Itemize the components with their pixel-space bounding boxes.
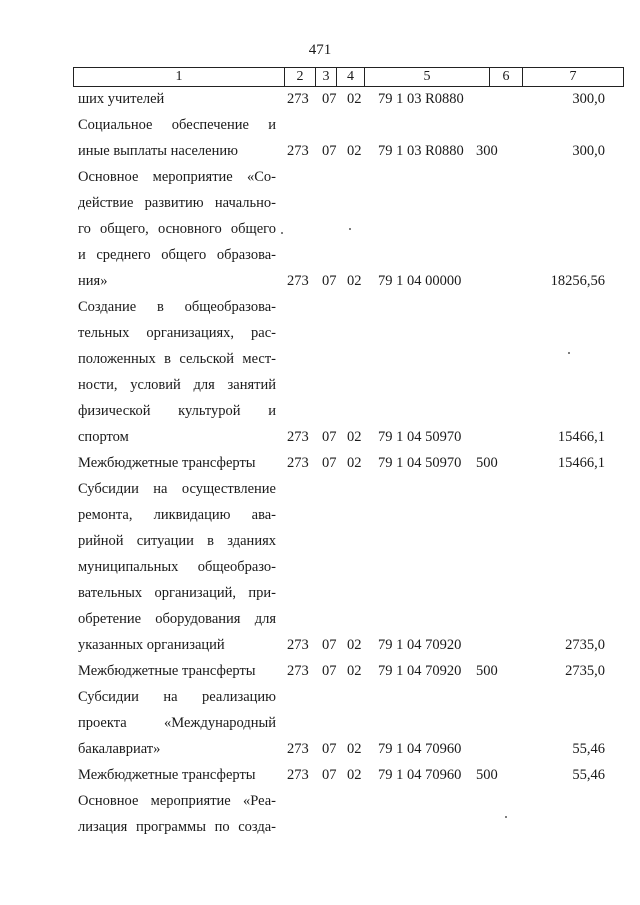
row-cell-c5: 79 1 04 70960 — [378, 767, 462, 783]
table-row — [0, 244, 640, 270]
table-row — [0, 88, 640, 114]
row-cell-c3: 07 — [322, 91, 337, 107]
header-col-5: 5 — [365, 68, 490, 87]
row-description: го общего, основного общего — [78, 221, 276, 237]
row-description: Межбюджетные трансферты — [78, 455, 256, 471]
row-cell-c2: 273 — [287, 767, 309, 783]
table-row — [0, 660, 640, 686]
row-cell-c7: 55,46 — [572, 767, 605, 783]
row-cell-c3: 07 — [322, 637, 337, 653]
row-cell-c4: 02 — [347, 663, 362, 679]
table-row — [0, 452, 640, 478]
row-cell-c7: 15466,1 — [557, 455, 605, 471]
row-cell-c2: 273 — [287, 429, 309, 445]
table-row — [0, 166, 640, 192]
row-cell-c5: 79 1 04 70920 — [378, 663, 462, 679]
table-row — [0, 192, 640, 218]
table-row — [0, 348, 640, 374]
row-cell-c2: 273 — [287, 91, 309, 107]
table-row — [0, 504, 640, 530]
row-description: положенных в сельской мест- — [78, 351, 276, 367]
table-row — [0, 816, 640, 842]
row-cell-c6: 500 — [476, 663, 498, 679]
row-description: муниципальных общеобразо- — [78, 559, 276, 575]
row-cell-c2: 273 — [287, 273, 309, 289]
row-cell-c5: 79 1 04 50970 — [378, 429, 462, 445]
row-cell-c7: 300,0 — [572, 143, 605, 159]
table-row — [0, 296, 640, 322]
row-description: ших учителей — [78, 91, 165, 107]
row-description: лизация программы по созда- — [78, 819, 276, 835]
row-cell-c4: 02 — [347, 455, 362, 471]
page-number: 471 — [308, 42, 332, 58]
table-row — [0, 426, 640, 452]
row-description: рийной ситуации в зданиях — [78, 533, 276, 549]
row-description: Межбюджетные трансферты — [78, 767, 256, 783]
row-description: указанных организаций — [78, 637, 225, 653]
row-description: ремонта, ликвидацию ава- — [78, 507, 276, 523]
header-col-6: 6 — [490, 68, 523, 87]
row-cell-c3: 07 — [322, 663, 337, 679]
row-description: бакалавриат» — [78, 741, 161, 757]
row-cell-c4: 02 — [347, 767, 362, 783]
header-col-3: 3 — [316, 68, 337, 87]
table-row — [0, 764, 640, 790]
row-description: Основное мероприятие «Реа- — [78, 793, 276, 809]
row-cell-c3: 07 — [322, 767, 337, 783]
row-cell-c7: 2735,0 — [565, 663, 605, 679]
table-row — [0, 634, 640, 660]
row-description: Субсидии на осуществление — [78, 481, 276, 497]
row-cell-c5: 79 1 03 R0880 — [378, 91, 464, 107]
row-cell-c6: 500 — [476, 455, 498, 471]
row-description: спортом — [78, 429, 129, 445]
table-row — [0, 530, 640, 556]
row-cell-c3: 07 — [322, 455, 337, 471]
table-row — [0, 114, 640, 140]
row-description: ности, условий для занятий — [78, 377, 276, 393]
row-cell-c5: 79 1 04 00000 — [378, 273, 462, 289]
table-row — [0, 556, 640, 582]
row-cell-c3: 07 — [322, 143, 337, 159]
row-description: Основное мероприятие «Со- — [78, 169, 276, 185]
table-row — [0, 400, 640, 426]
row-description: и среднего общего образова- — [78, 247, 276, 263]
row-description: действие развитию начально- — [78, 195, 276, 211]
header-col-2: 2 — [285, 68, 316, 87]
table-row — [0, 270, 640, 296]
row-cell-c3: 07 — [322, 273, 337, 289]
table-row — [0, 582, 640, 608]
row-cell-c5: 79 1 04 50970 — [378, 455, 462, 471]
table-row — [0, 322, 640, 348]
table-body — [0, 88, 640, 842]
scan-speck — [505, 816, 507, 818]
row-cell-c6: 500 — [476, 767, 498, 783]
table-row — [0, 738, 640, 764]
row-cell-c4: 02 — [347, 429, 362, 445]
row-description: Субсидии на реализацию — [78, 689, 276, 705]
row-cell-c7: 300,0 — [572, 91, 605, 107]
row-description: проекта «Международный — [78, 715, 276, 731]
row-description: обретение оборудования для — [78, 611, 276, 627]
row-cell-c5: 79 1 04 70920 — [378, 637, 462, 653]
row-cell-c3: 07 — [322, 429, 337, 445]
table-row — [0, 712, 640, 738]
scan-speck — [568, 352, 570, 354]
row-cell-c4: 02 — [347, 741, 362, 757]
row-cell-c7: 55,46 — [572, 741, 605, 757]
row-description: Создание в общеобразова- — [78, 299, 276, 315]
row-cell-c7: 2735,0 — [565, 637, 605, 653]
row-cell-c4: 02 — [347, 143, 362, 159]
row-cell-c3: 07 — [322, 741, 337, 757]
table-row — [0, 478, 640, 504]
header-col-7: 7 — [523, 68, 624, 87]
row-cell-c2: 273 — [287, 741, 309, 757]
table-header — [73, 67, 624, 87]
row-cell-c2: 273 — [287, 455, 309, 471]
row-cell-c6: 300 — [476, 143, 498, 159]
table-row — [0, 374, 640, 400]
table-row — [0, 218, 640, 244]
row-cell-c7: 15466,1 — [557, 429, 605, 445]
row-cell-c4: 02 — [347, 273, 362, 289]
row-description: тельных организациях, рас- — [78, 325, 276, 341]
table-row — [0, 686, 640, 712]
row-description: физической культурой и — [78, 403, 276, 419]
header-col-1: 1 — [74, 68, 285, 87]
row-description: вательных организаций, при- — [78, 585, 276, 601]
table-row — [0, 140, 640, 166]
row-cell-c2: 273 — [287, 637, 309, 653]
row-description: иные выплаты населению — [78, 143, 238, 159]
row-cell-c4: 02 — [347, 91, 362, 107]
header-col-4: 4 — [337, 68, 365, 87]
table-row — [0, 608, 640, 634]
scan-speck — [349, 228, 351, 230]
row-cell-c5: 79 1 03 R0880 — [378, 143, 464, 159]
row-cell-c2: 273 — [287, 143, 309, 159]
row-cell-c4: 02 — [347, 637, 362, 653]
row-cell-c5: 79 1 04 70960 — [378, 741, 462, 757]
table-row — [0, 790, 640, 816]
row-description: Межбюджетные трансферты — [78, 663, 256, 679]
row-cell-c2: 273 — [287, 663, 309, 679]
scan-speck — [281, 232, 283, 234]
row-cell-c7: 18256,56 — [550, 273, 605, 289]
row-description: ния» — [78, 273, 108, 289]
row-description: Социальное обеспечение и — [78, 117, 276, 133]
